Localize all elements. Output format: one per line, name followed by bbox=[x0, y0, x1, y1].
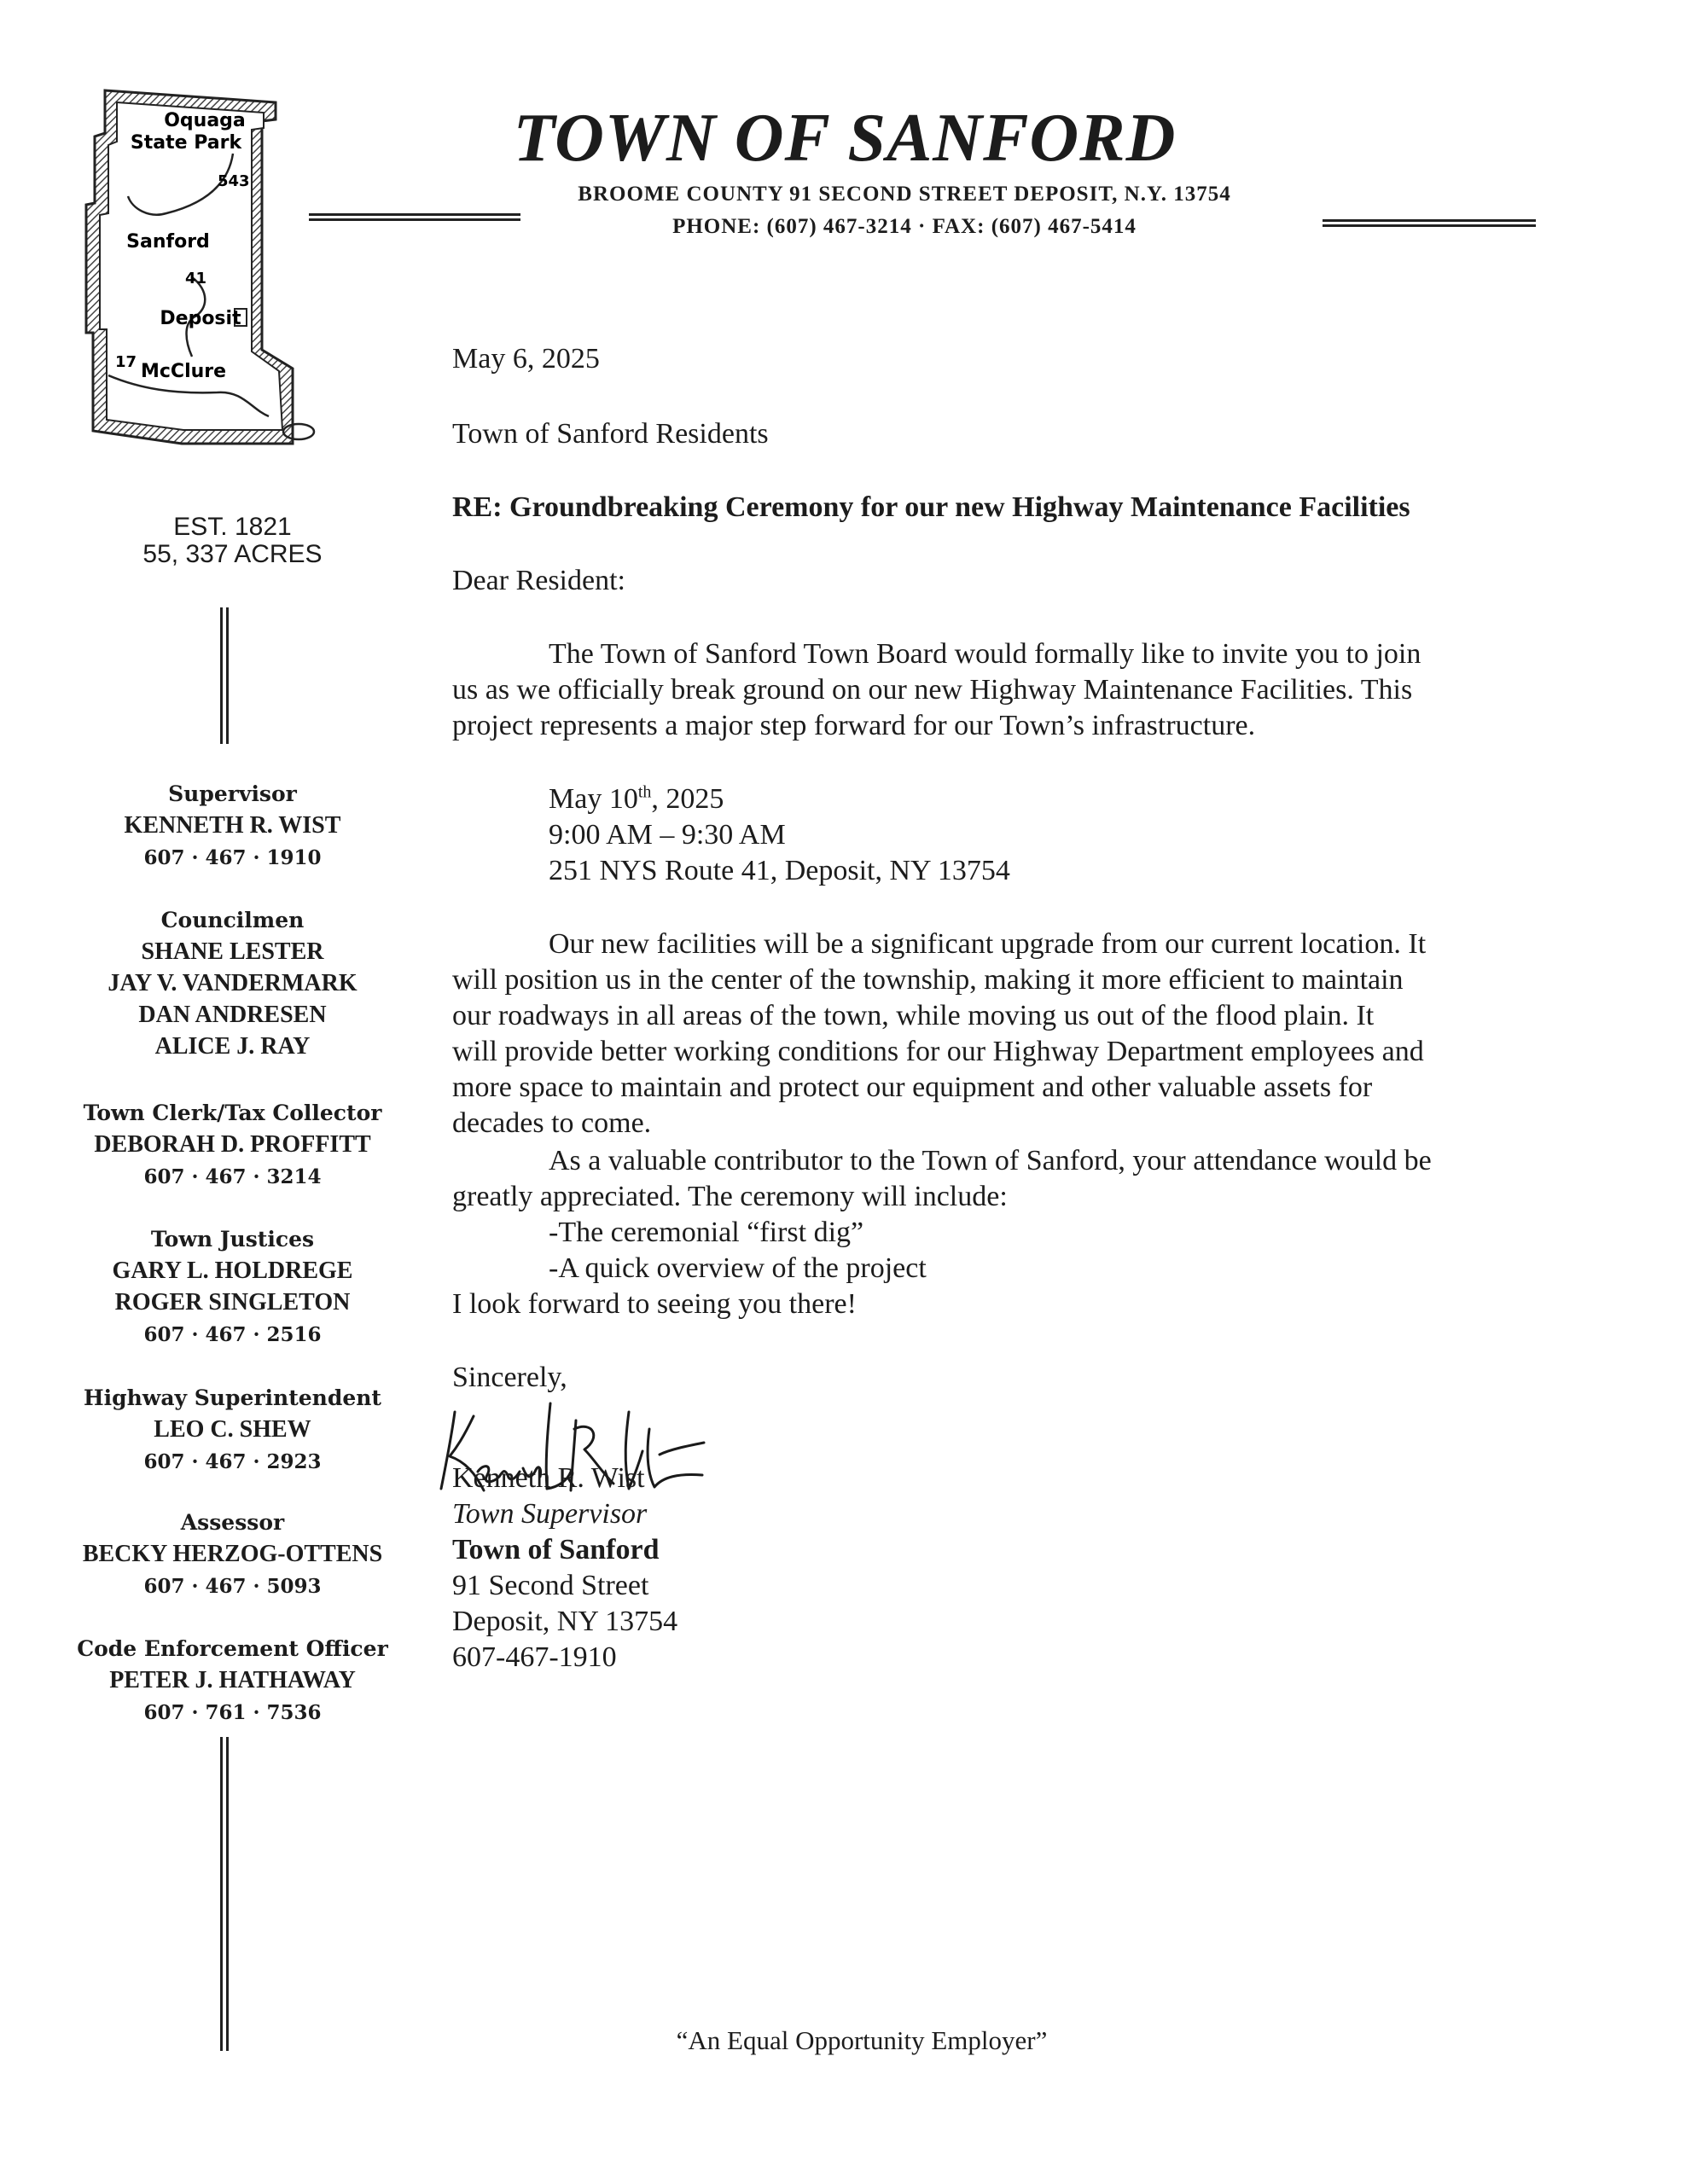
paragraph-1-line: project represents a major step forward for our Town’s infrastructure. bbox=[452, 710, 1256, 741]
signer-street: 91 Second Street bbox=[452, 1570, 649, 1601]
official-name: SHANE LESTER bbox=[141, 938, 324, 965]
established-year: EST. 1821 bbox=[173, 513, 292, 541]
official-councilmen bbox=[43, 904, 422, 1062]
signer-title: Town Supervisor bbox=[452, 1498, 648, 1530]
official-phone: 607 · 467 · 5093 bbox=[143, 1575, 322, 1598]
signer-name: Kenneth R. Wist bbox=[452, 1462, 645, 1494]
letter-salutation: Dear Resident: bbox=[452, 565, 625, 596]
official-name: BECKY HERZOG-OTTENS bbox=[82, 1541, 383, 1567]
official-name: ROGER SINGLETON bbox=[114, 1289, 351, 1316]
official-name: JAY V. VANDERMARK bbox=[108, 970, 358, 996]
paragraph-1-line: us as we officially break ground on our new Highway Maintenance Facilities. This bbox=[452, 674, 1413, 706]
paragraph-2-line: will position us in the center of the township, making it more efficient to maintain bbox=[452, 964, 1404, 996]
paragraph-1-line: The Town of Sanford Town Board would formally like to invite you to join bbox=[549, 638, 1421, 670]
official-phone: 607 · 467 · 1910 bbox=[143, 846, 322, 869]
event-date-day: May 10 bbox=[549, 783, 638, 815]
ceremony-item: -The ceremonial “first dig” bbox=[549, 1217, 864, 1248]
event-date bbox=[549, 781, 724, 816]
letter-recipient: Town of Sanford Residents bbox=[452, 418, 769, 450]
map-label-oquaga: Oquaga bbox=[164, 110, 246, 131]
official-name: ALICE J. RAY bbox=[154, 1033, 311, 1060]
footer-equal-opportunity: “An Equal Opportunity Employer” bbox=[676, 2025, 1048, 2055]
official-phone: 607 · 761 · 7536 bbox=[143, 1701, 322, 1724]
official-town-justices bbox=[43, 1223, 422, 1351]
official-role: Code Enforcement Officer bbox=[77, 1636, 388, 1661]
ceremony-item: -A quick overview of the project bbox=[549, 1252, 927, 1284]
sidebar-divider-bottom bbox=[220, 1737, 229, 2051]
town-map-logo bbox=[81, 85, 341, 452]
letterhead-phone: PHONE: (607) 467-3214 · FAX: (607) 467-5414 bbox=[672, 215, 1137, 238]
official-name: GARY L. HOLDREGE bbox=[112, 1258, 353, 1284]
official-name: DAN ANDRESEN bbox=[138, 1002, 327, 1028]
official-role: Supervisor bbox=[168, 781, 297, 806]
letter-subject: RE: Groundbreaking Ceremony for our new Highway Maintenance Facilities bbox=[452, 491, 1410, 523]
closing-line: I look forward to seeing you there! bbox=[452, 1288, 857, 1320]
official-name: PETER J. HATHAWAY bbox=[109, 1667, 356, 1693]
map-label-deposit: Deposit bbox=[160, 308, 241, 329]
signer-city: Deposit, NY 13754 bbox=[452, 1606, 678, 1637]
official-name: DEBORAH D. PROFFITT bbox=[94, 1131, 371, 1158]
map-label-route-17: 17 bbox=[115, 353, 137, 371]
map-label-state-park: State Park bbox=[130, 132, 242, 154]
official-role: Councilmen bbox=[160, 908, 305, 932]
paragraph-2-line: will provide better working conditions for our Highway Department employees and bbox=[452, 1036, 1424, 1067]
official-role: Town Justices bbox=[150, 1227, 315, 1252]
official-highway-superintendent bbox=[43, 1382, 422, 1478]
paragraph-3-line: As a valuable contributor to the Town of Sanford, your attendance would be bbox=[549, 1145, 1432, 1176]
signer-organization: Town of Sanford bbox=[452, 1534, 660, 1565]
paragraph-2-line: decades to come. bbox=[452, 1107, 652, 1139]
paragraph-2-line: more space to maintain and protect our equipment and other valuable assets for bbox=[452, 1072, 1373, 1103]
map-label-route-41: 41 bbox=[185, 270, 207, 288]
letterhead-title: TOWN OF SANFORD bbox=[513, 101, 1177, 176]
official-assessor bbox=[43, 1507, 422, 1603]
signer-phone: 607-467-1910 bbox=[452, 1641, 617, 1673]
official-phone: 607 · 467 · 2923 bbox=[143, 1450, 322, 1473]
letter-closing: Sincerely, bbox=[452, 1362, 567, 1393]
town-acreage: 55, 337 ACRES bbox=[142, 540, 323, 568]
official-role: Town Clerk/Tax Collector bbox=[83, 1101, 382, 1125]
official-name: LEO C. SHEW bbox=[154, 1416, 311, 1443]
paragraph-3-line: greatly appreciated. The ceremony will include: bbox=[452, 1181, 1008, 1212]
event-time: 9:00 AM – 9:30 AM bbox=[549, 819, 786, 851]
official-role: Highway Superintendent bbox=[84, 1385, 381, 1410]
event-date-suffix: th bbox=[637, 782, 652, 802]
event-date-year: , 2025 bbox=[651, 783, 724, 815]
map-label-mcclure: McClure bbox=[141, 361, 227, 382]
letterhead-address: BROOME COUNTY 91 SECOND STREET DEPOSIT, N.Y. 13754 bbox=[578, 183, 1231, 206]
letter-date: May 6, 2025 bbox=[452, 343, 600, 375]
official-role: Assessor bbox=[180, 1510, 285, 1535]
official-name: KENNETH R. WIST bbox=[124, 812, 341, 839]
official-town-clerk bbox=[43, 1097, 422, 1194]
official-code-enforcement bbox=[43, 1633, 422, 1729]
official-phone: 607 · 467 · 3214 bbox=[143, 1165, 322, 1188]
paragraph-2-line: our roadways in all areas of the town, while moving us out of the flood plain. It bbox=[452, 1000, 1375, 1031]
official-phone: 607 · 467 · 2516 bbox=[143, 1323, 322, 1346]
map-label-route-543: 543 bbox=[218, 172, 250, 190]
map-label-sanford: Sanford bbox=[126, 231, 210, 253]
event-location: 251 NYS Route 41, Deposit, NY 13754 bbox=[549, 855, 1010, 886]
paragraph-2-line: Our new facilities will be a significant upgrade from our current location. It bbox=[549, 928, 1427, 960]
sidebar-divider-top bbox=[220, 607, 229, 744]
official-supervisor bbox=[43, 778, 422, 874]
